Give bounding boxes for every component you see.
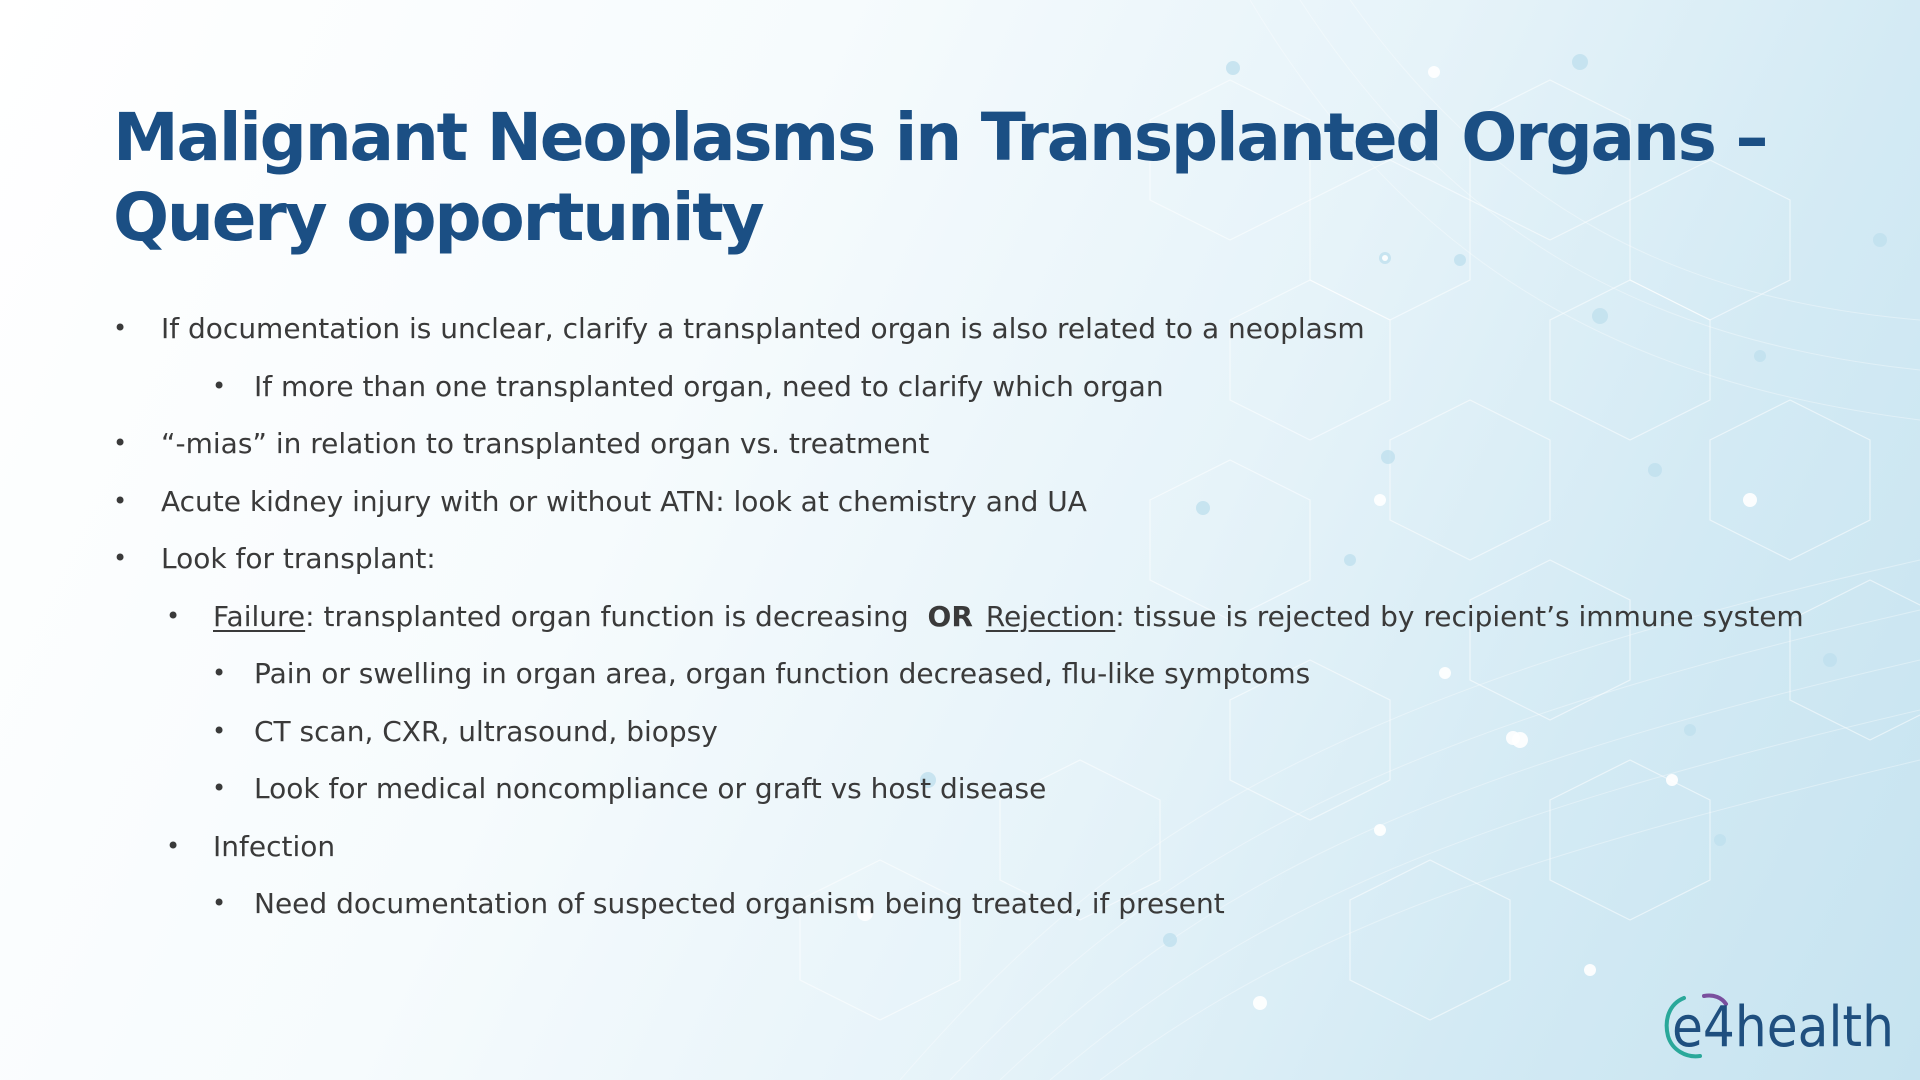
bullet-icon: • (113, 429, 128, 457)
slide-title (113, 98, 1813, 258)
e4health-logo (1664, 990, 1900, 1060)
list-item-text: If more than one transplanted organ, need to clarify which organ (254, 369, 1164, 403)
bullet-icon: • (166, 831, 181, 860)
bullet-list (0, 300, 1820, 933)
list-item (0, 300, 1820, 358)
rejection-definition: : tissue is rejected by recipient’s immune system (1115, 599, 1804, 633)
rejection-term: Rejection (985, 599, 1116, 633)
list-item (0, 415, 1820, 473)
or-connector: OR (927, 599, 973, 633)
list-item-text: Need documentation of suspected organism being treated, if present (254, 887, 1225, 920)
list-item-text: “-mias” in relation to transplanted organ vs. treatment (161, 427, 930, 460)
list-item (0, 473, 1820, 531)
bullet-icon: • (212, 716, 227, 745)
list-item (0, 645, 1820, 703)
list-item (0, 703, 1820, 761)
list-item (0, 588, 1820, 646)
list-item (0, 818, 1820, 876)
list-item (0, 530, 1820, 588)
failure-definition: : transplanted organ function is decreasing (305, 599, 909, 633)
list-item-text: Acute kidney injury with or without ATN: look at chemistry and UA (161, 484, 1087, 518)
slide-title-line-1: Malignant Neoplasms in Transplanted Organs – (113, 99, 1767, 176)
list-item (0, 760, 1820, 818)
list-item (0, 358, 1820, 416)
slide-title-line-2: Query opportunity (113, 179, 763, 256)
list-item-text: CT scan, CXR, ultrasound, biopsy (254, 714, 718, 748)
list-item-text: Look for transplant: (161, 542, 436, 575)
bullet-icon: • (212, 889, 227, 917)
bullet-icon: • (212, 774, 227, 802)
failure-term: Failure (213, 599, 306, 633)
bullet-icon: • (166, 601, 181, 630)
bullet-icon: • (113, 486, 128, 515)
logo-text: e4health (1672, 995, 1894, 1060)
bullet-icon: • (113, 314, 128, 342)
list-item-text: Look for medical noncompliance or graft vs host disease (254, 772, 1047, 805)
list-item-text: Pain or swelling in organ area, organ function decreased, flu-like symptoms (254, 657, 1311, 690)
list-item-text: If documentation is unclear, clarify a transplanted organ is also related to a neoplasm (161, 312, 1365, 345)
bullet-icon: • (212, 371, 227, 400)
bullet-icon: • (113, 544, 128, 572)
bullet-icon: • (212, 659, 227, 687)
list-item (0, 875, 1820, 933)
list-item-text: Infection (213, 829, 336, 863)
